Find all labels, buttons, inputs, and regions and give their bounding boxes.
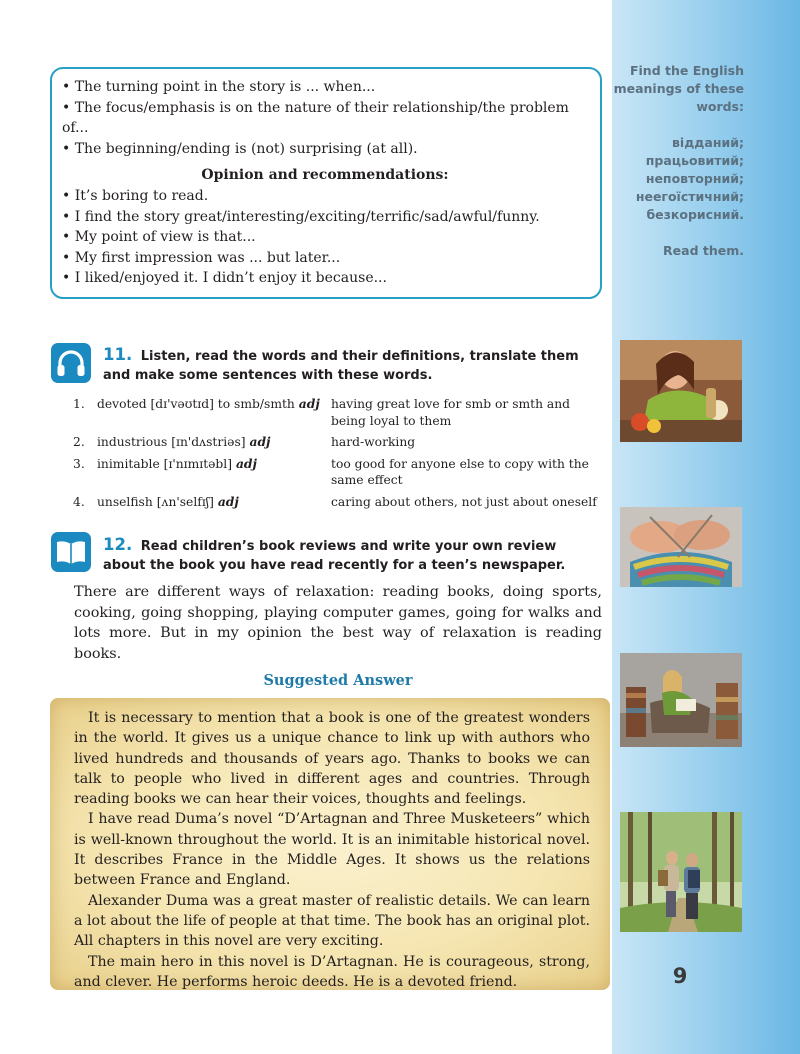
exercise-12-instruction: Read children’s book reviews and write your own review about the book you have read recently for a teen’s newspaper. <box>103 539 566 573</box>
vocabulary-table <box>73 396 603 515</box>
vocab-word: inimitable [ɪ'nɪmɪtəbl] <box>97 456 233 471</box>
vocab-word: devoted [dɪ'vəʊtɪd] to smb/smth <box>97 397 295 411</box>
answer-paragraph: I have read Duma’s novel “D’Artagnan and Three Musketeers” which is well-known throughout the world. It is an inimitable historical novel. It describes France in the Middle Ages. It shows us the relations between France and England. <box>74 811 590 889</box>
vocab-row <box>73 456 603 494</box>
vocab-pos: adj <box>298 396 320 411</box>
vocab-pos: adj <box>217 493 239 509</box>
exercise-12-title <box>103 535 601 575</box>
phrase-box <box>50 67 602 299</box>
sidebar-title-line: meanings of these <box>613 81 744 96</box>
vocab-row <box>73 396 603 434</box>
vocab-row <box>73 494 603 516</box>
exercise-11-instruction: Listen, read the words and their definitions, translate them and make some sentences with these words. <box>103 349 579 383</box>
suggested-answer-text <box>74 708 590 992</box>
sidebar-word: працьовитий; <box>645 153 744 168</box>
sidebar-title-line: Find the English <box>629 63 744 78</box>
vocab-definition: having great love for smb or smth and being loyal to them <box>331 397 571 428</box>
exercise-11-number: 11. <box>103 345 133 364</box>
phrase-item: • The focus/emphasis is on the nature of their relationship/the problem of... <box>62 99 569 137</box>
answer-paragraph: The main hero in this novel is D’Artagnan. He is courageous, strong, and clever. He performs heroic deeds. He is a devoted friend. <box>74 953 590 990</box>
vocab-definition: caring about others, not just about oneself <box>331 494 597 509</box>
sidebar-title-line: words: <box>696 99 744 114</box>
open-book-icon <box>51 532 91 572</box>
vocab-definition: hard-working <box>331 435 416 449</box>
vocab-row <box>73 434 603 456</box>
answer-paragraph: Alexander Duma was a great master of realistic details. We can learn a lot about the life of people at that time. The book has an original plot. All chapters in this novel are very exciting. <box>74 892 590 950</box>
vocab-number: 1. <box>73 397 85 411</box>
vocab-definition: too good for anyone else to copy with the same effect <box>331 456 589 487</box>
sidebar-word: безкорисний. <box>646 207 744 222</box>
phrase-subheading: Opinion and recommendations: <box>201 167 449 184</box>
vocab-number: 2. <box>73 435 85 449</box>
exercise-12-number: 12. <box>103 535 133 554</box>
vocab-word: unselfish [ʌn'selfɪʃ] <box>97 494 214 509</box>
vocab-pos: adj <box>249 434 271 449</box>
phrase-item: • It’s boring to read. <box>62 187 209 204</box>
vocab-pos: adj <box>235 455 257 471</box>
phrase-item: • I liked/enjoyed it. I didn’t enjoy it because... <box>62 270 387 287</box>
photo-walking-forest <box>620 812 742 932</box>
phrase-item: • The beginning/ending is (not) surprising (at all). <box>62 140 418 157</box>
vocab-word: industrious [ɪn'dʌstriəs] <box>97 435 246 449</box>
phrase-item: • I find the story great/interesting/exciting/terrific/sad/awful/funny. <box>62 208 540 225</box>
photo-knitting <box>620 507 742 587</box>
vocab-number: 3. <box>73 456 85 471</box>
page-number: 9 <box>672 964 688 988</box>
phrase-item: • My first impression was ... but later... <box>62 249 341 266</box>
sidebar-read-them: Read them. <box>663 243 744 258</box>
answer-paragraph: It is necessary to mention that a book is one of the greatest wonders in the world. It gives us a unique chance to link up with authors who lived hundreds and thousands of years ago. Thanks to books we can talk to people who lived in different ages and countries. Through reading books we can hear their voices, thoughts and feelings. <box>74 710 590 808</box>
phrase-item: • The turning point in the story is ... when... <box>62 79 376 95</box>
sidebar-word: відданий; <box>672 135 744 150</box>
headphones-icon <box>51 343 91 383</box>
sidebar-note <box>612 62 744 260</box>
intro-paragraph: There are different ways of relaxation: reading books, doing sports, cooking, going shopping, playing computer games, going for walks and lots more. But in my opinion the best way of relaxation is reading books. <box>74 584 602 662</box>
sidebar-word: неповторний; <box>645 171 744 186</box>
exercise-11-title <box>103 345 601 385</box>
vocab-number: 4. <box>73 494 85 509</box>
sidebar-word: неегоїстичний; <box>635 189 744 204</box>
photo-girl-reading-books <box>620 653 742 747</box>
suggested-answer-heading: Suggested Answer <box>263 672 413 689</box>
phrase-item: • My point of view is that... <box>62 229 256 246</box>
photo-cooking-woman <box>620 340 742 442</box>
